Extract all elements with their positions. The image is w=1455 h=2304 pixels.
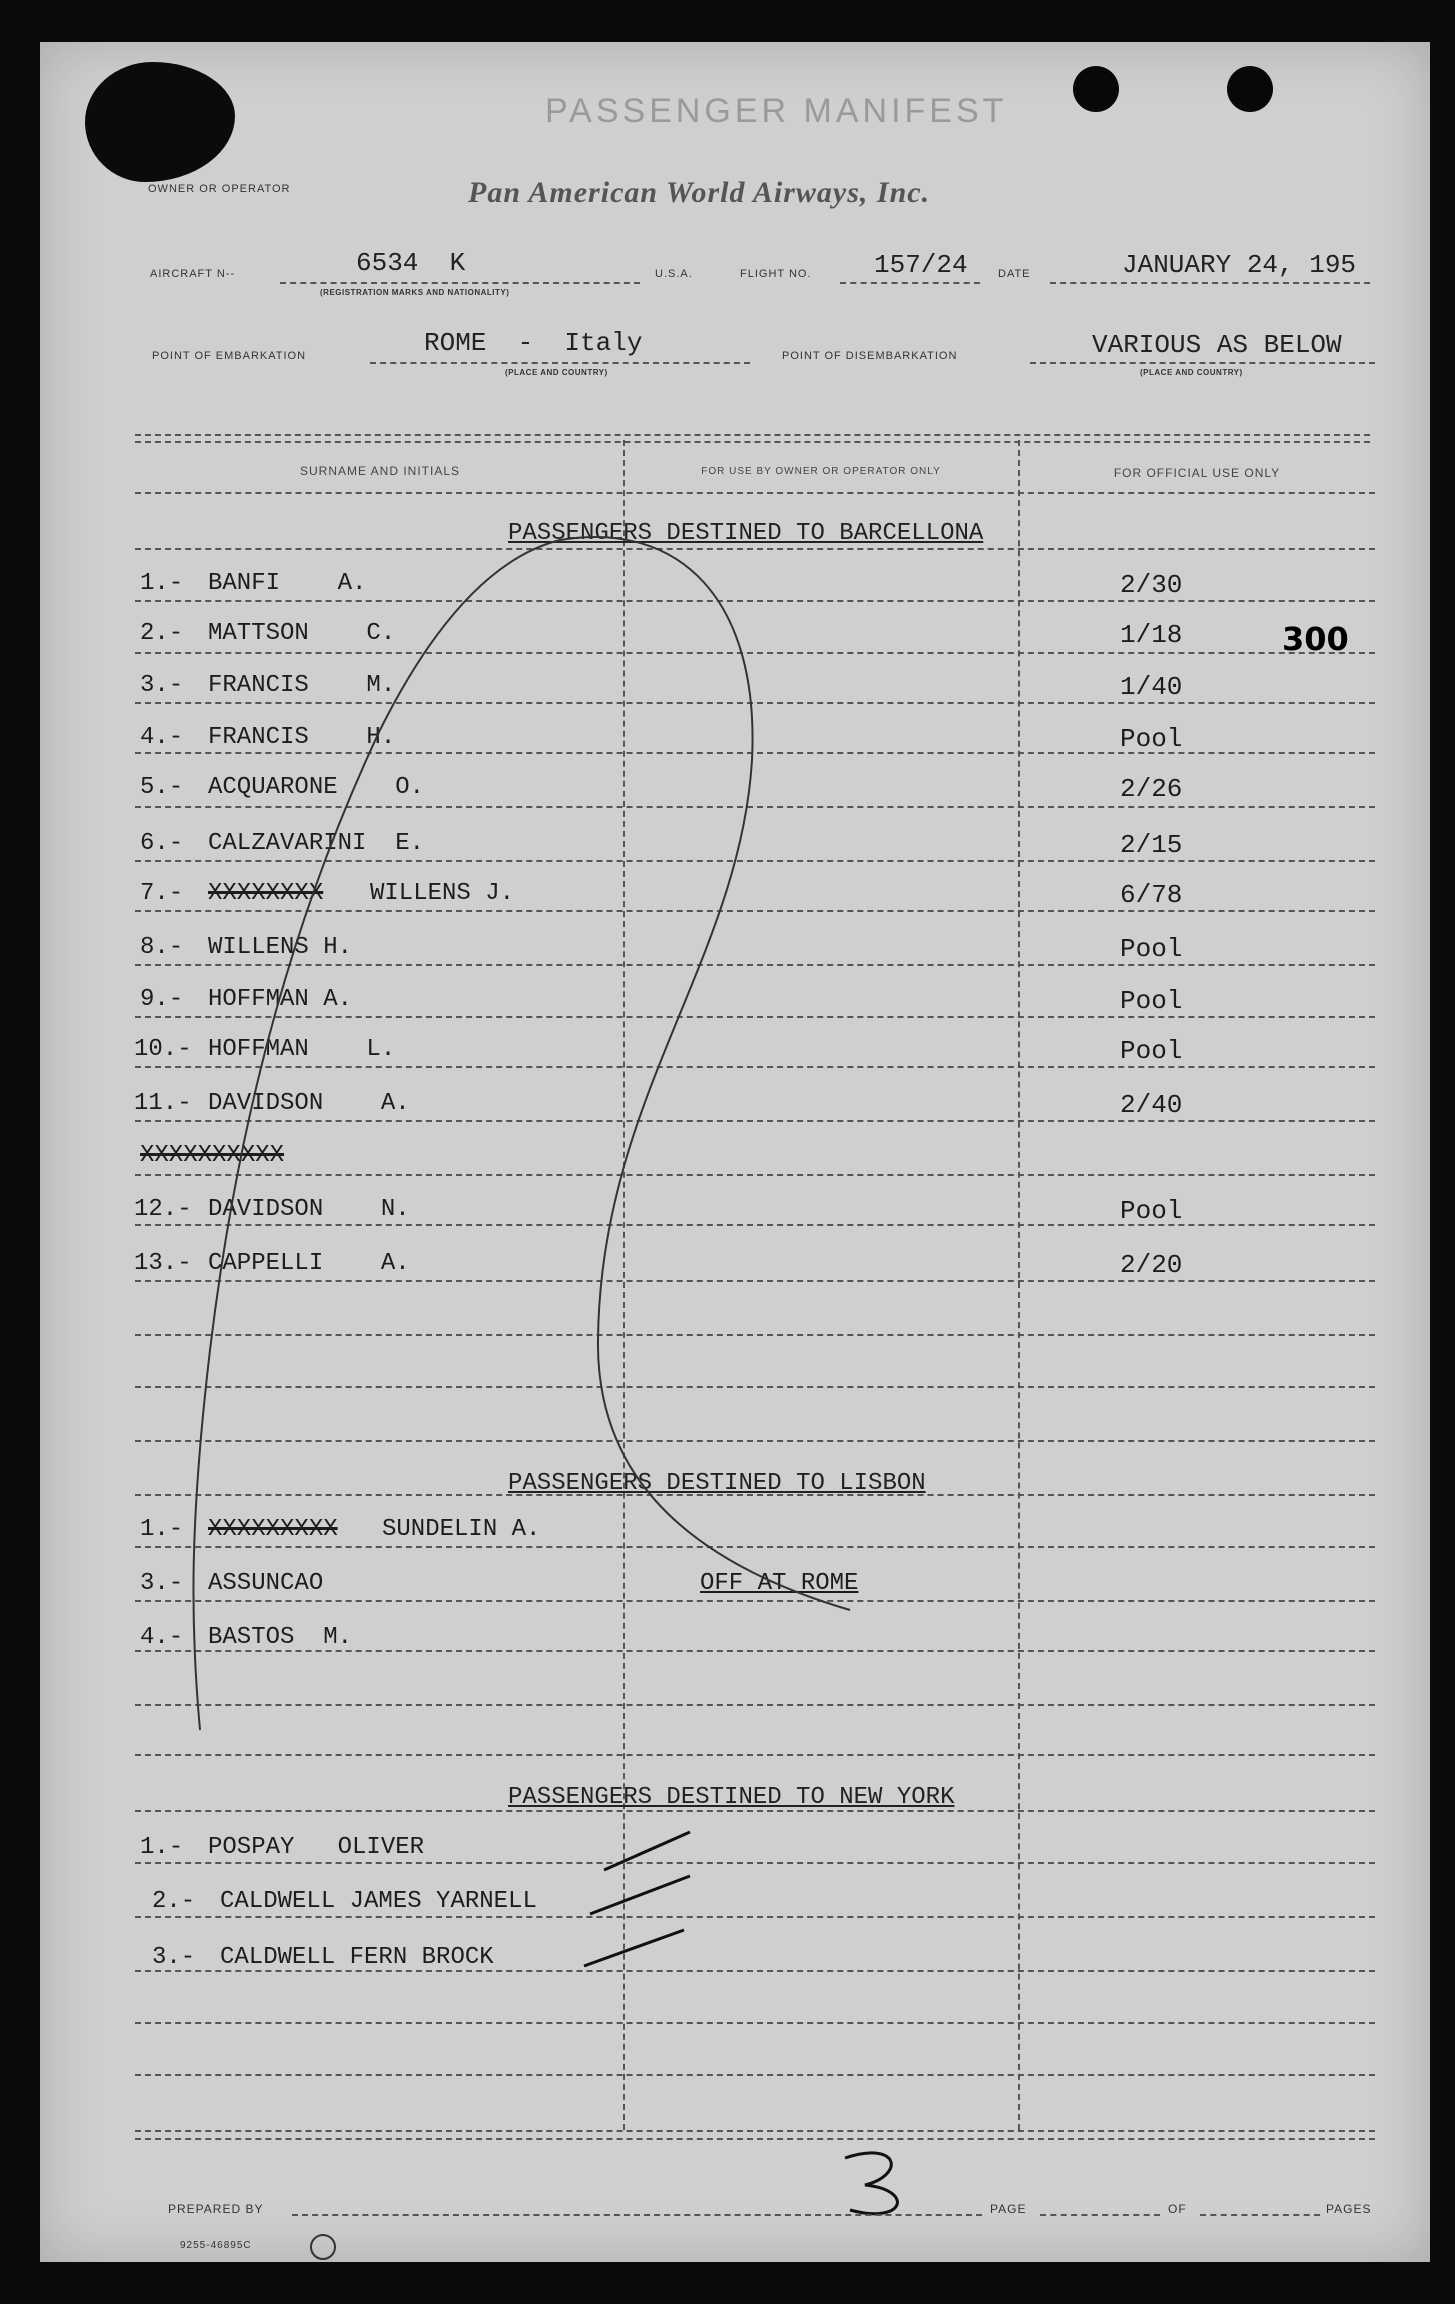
handwritten-digit xyxy=(845,2153,897,2214)
disembark-caption: (PLACE AND COUNTRY) xyxy=(1140,368,1243,377)
operator-name: Pan American World Airways, Inc. xyxy=(468,176,931,209)
page-label: PAGE xyxy=(990,2202,1027,2216)
prepared-by-label: PREPARED BY xyxy=(168,2202,264,2216)
aircraft-caption: (REGISTRATION MARKS AND NATIONALITY) xyxy=(320,288,510,297)
passenger-name: ASSUNCAO xyxy=(208,1570,324,1597)
table-bottom-rule xyxy=(135,2130,1375,2132)
embark-value: ROME - Italy xyxy=(424,328,643,358)
row-number: 12.- xyxy=(134,1196,192,1223)
date-value: JANUARY 24, 195 xyxy=(1122,250,1357,280)
passenger-name: WILLENS J. xyxy=(370,880,515,907)
passenger-name: POSPAY OLIVER xyxy=(208,1834,425,1861)
row-number: 11.- xyxy=(134,1090,192,1117)
row-number: 3.- xyxy=(140,1570,184,1597)
page-title: PASSENGER MANIFEST xyxy=(545,92,1008,130)
row-number: 1.- xyxy=(140,1834,184,1861)
official-code: 6/78 xyxy=(1120,880,1183,910)
row-number: 8.- xyxy=(140,934,184,961)
check-mark xyxy=(590,1876,690,1914)
owner-label: OWNER OR OPERATOR xyxy=(148,183,291,195)
passenger-name: CALZAVARINI E. xyxy=(208,830,425,857)
flight-label: FLIGHT NO. xyxy=(740,268,812,280)
official-code: Pool xyxy=(1120,934,1183,964)
row-number: 7.- xyxy=(140,880,184,907)
passenger-name: CALDWELL FERN BROCK xyxy=(220,1944,494,1971)
section-barcelona: PASSENGERS DESTINED TO BARCELLONA xyxy=(508,520,984,547)
passenger-name: WILLENS H. xyxy=(208,934,353,961)
struck-text: XXXXXXXXXX xyxy=(140,1142,285,1169)
passenger-name: SUNDELIN A. xyxy=(382,1516,541,1543)
passenger-name: FRANCIS H. xyxy=(208,724,396,751)
of-line xyxy=(1200,2214,1320,2216)
row-number: 1.- xyxy=(140,570,184,597)
section-lisbon: PASSENGERS DESTINED TO LISBON xyxy=(508,1470,926,1497)
check-mark xyxy=(604,1832,690,1870)
embark-caption: (PLACE AND COUNTRY) xyxy=(505,368,608,377)
row-number: 6.- xyxy=(140,830,184,857)
passenger-name: DAVIDSON A. xyxy=(208,1090,410,1117)
passenger-name: HOFFMAN A. xyxy=(208,986,353,1013)
passenger-name: MATTSON C. xyxy=(208,620,396,647)
official-code: Pool xyxy=(1120,1196,1183,1226)
passenger-name: FRANCIS M. xyxy=(208,672,396,699)
row-number: 3.- xyxy=(152,1944,196,1971)
official-code: 2/20 xyxy=(1120,1250,1183,1280)
passenger-name: HOFFMAN L. xyxy=(208,1036,396,1063)
table-bottom-rule xyxy=(135,2138,1375,2140)
disembark-label: POINT OF DISEMBARKATION xyxy=(782,350,958,362)
column-header-official: FOR OFFICIAL USE ONLY xyxy=(1113,466,1281,480)
official-code: 2/40 xyxy=(1120,1090,1183,1120)
row-number: 10.- xyxy=(134,1036,192,1063)
embark-label: POINT OF EMBARKATION xyxy=(152,350,307,362)
row-number: 4.- xyxy=(140,1624,184,1651)
struck-text: XXXXXXXXX xyxy=(208,1516,338,1543)
page-line xyxy=(1040,2214,1160,2216)
official-code: Pool xyxy=(1120,724,1183,754)
official-code: 2/26 xyxy=(1120,774,1183,804)
official-code: 2/15 xyxy=(1120,830,1183,860)
struck-text: XXXXXXXX xyxy=(208,880,324,907)
date-label: DATE xyxy=(998,268,1031,280)
official-code: 1/40 xyxy=(1120,672,1183,702)
form-code: 9255-46895C xyxy=(180,2240,252,2251)
row-number: 5.- xyxy=(140,774,184,801)
passenger-name: DAVIDSON N. xyxy=(208,1196,410,1223)
column-header-surname: SURNAME AND INITIALS xyxy=(299,464,461,478)
disembark-value: VARIOUS AS BELOW xyxy=(1092,330,1342,360)
passenger-name: ACQUARONE O. xyxy=(208,774,425,801)
section-new-york: PASSENGERS DESTINED TO NEW YORK xyxy=(508,1784,955,1811)
column-header-owner-use: FOR USE BY OWNER OR OPERATOR ONLY xyxy=(701,466,941,477)
row-number: 4.- xyxy=(140,724,184,751)
row-number: 2.- xyxy=(152,1888,196,1915)
pencil-curve xyxy=(193,540,560,1730)
passenger-name: CALDWELL JAMES YARNELL xyxy=(220,1888,537,1915)
passenger-name: BASTOS M. xyxy=(208,1624,353,1651)
aircraft-value: 6534 K xyxy=(356,248,466,278)
pencil-curve xyxy=(560,537,850,1610)
owner-note: OFF AT ROME xyxy=(700,1570,859,1597)
union-label-icon xyxy=(310,2234,336,2260)
prepared-by-line xyxy=(292,2214,982,2216)
passenger-name: CAPPELLI A. xyxy=(208,1250,410,1277)
handwritten-annotation: 300 xyxy=(1282,620,1349,658)
official-code: Pool xyxy=(1120,1036,1183,1066)
usa-label: U.S.A. xyxy=(655,268,693,280)
row-number: 9.- xyxy=(140,986,184,1013)
pages-label: PAGES xyxy=(1326,2202,1372,2216)
aircraft-label: AIRCRAFT N-- xyxy=(150,268,236,280)
row-number: 1.- xyxy=(140,1516,184,1543)
passenger-name: BANFI A. xyxy=(208,570,367,597)
official-code: Pool xyxy=(1120,986,1183,1016)
of-label: OF xyxy=(1168,2202,1187,2216)
official-code: 1/18 xyxy=(1120,620,1183,650)
check-mark xyxy=(584,1930,684,1966)
official-code: 2/30 xyxy=(1120,570,1183,600)
row-number: 13.- xyxy=(134,1250,192,1277)
row-number: 2.- xyxy=(140,620,184,647)
row-number: 3.- xyxy=(140,672,184,699)
flight-number: 157/24 xyxy=(874,250,968,280)
